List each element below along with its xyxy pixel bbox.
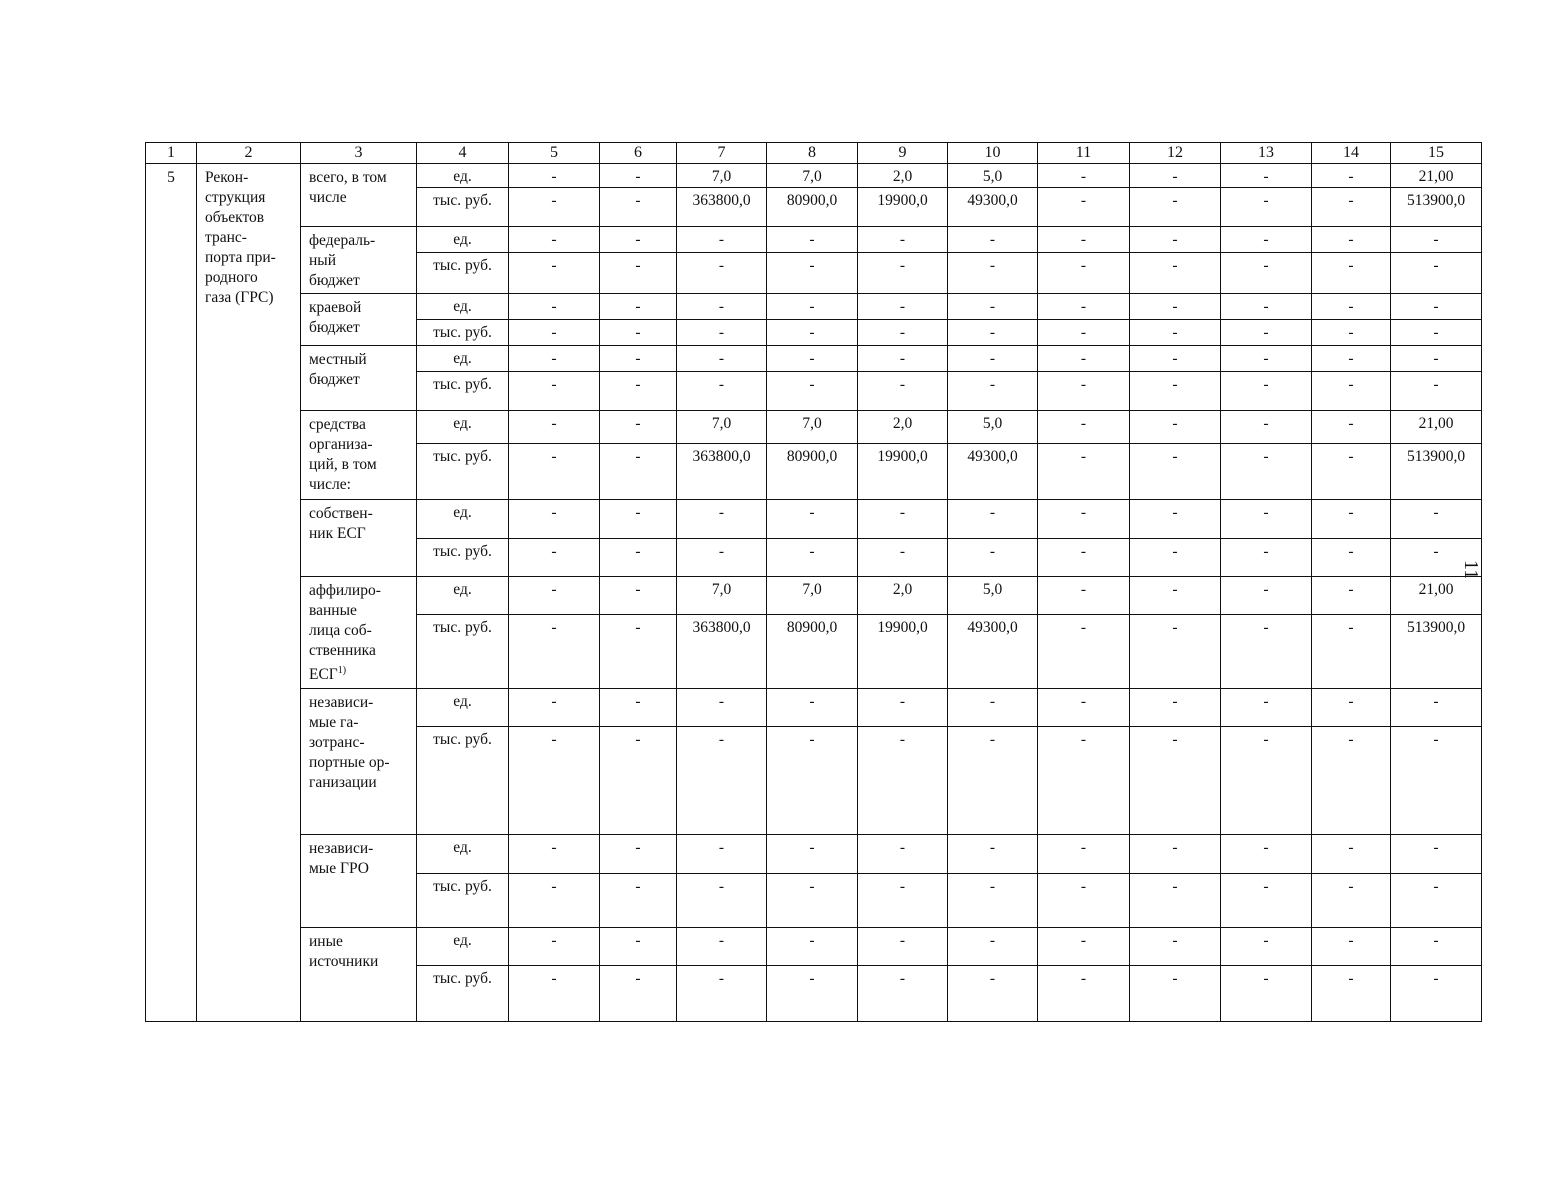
column-number-9: 9 (858, 143, 948, 164)
unit-cell: ед. (417, 689, 509, 727)
value-cell: 49300,0 (948, 444, 1038, 500)
value-cell: - (1312, 928, 1391, 966)
value-cell: - (1312, 444, 1391, 500)
unit-cell: ед. (417, 577, 509, 615)
value-cell: - (1130, 320, 1221, 346)
value-cell: 7,0 (677, 164, 767, 188)
value-cell: - (509, 966, 600, 1022)
value-cell: - (767, 294, 858, 320)
unit-cell: ед. (417, 835, 509, 874)
value-cell: - (1221, 966, 1312, 1022)
value-cell: - (767, 874, 858, 928)
value-cell: - (1391, 689, 1482, 727)
value-cell: - (1312, 227, 1391, 253)
value-cell: - (1221, 411, 1312, 444)
value-cell: - (858, 966, 948, 1022)
value-cell: - (509, 294, 600, 320)
table-row (146, 227, 1482, 253)
value-cell: - (767, 928, 858, 966)
value-cell: - (1038, 727, 1130, 835)
value-cell: - (1038, 874, 1130, 928)
value-cell: - (677, 727, 767, 835)
value-cell: - (677, 966, 767, 1022)
value-cell: - (1221, 253, 1312, 294)
value-cell: - (1312, 372, 1391, 411)
value-cell: 2,0 (858, 577, 948, 615)
value-cell: - (767, 539, 858, 577)
value-cell: - (600, 874, 677, 928)
value-cell: - (600, 188, 677, 227)
value-cell: - (600, 835, 677, 874)
value-cell: - (1130, 164, 1221, 188)
unit-cell: ед. (417, 411, 509, 444)
value-cell: - (677, 689, 767, 727)
value-cell: - (858, 835, 948, 874)
value-cell: - (509, 411, 600, 444)
funding-source-label (301, 500, 417, 577)
value-cell: - (948, 966, 1038, 1022)
value-cell: - (1038, 835, 1130, 874)
value-cell: - (1312, 253, 1391, 294)
value-cell: - (1130, 835, 1221, 874)
column-number-13: 13 (1221, 143, 1312, 164)
value-cell: - (1391, 372, 1482, 411)
value-cell: - (948, 372, 1038, 411)
unit-cell: тыс. руб. (417, 874, 509, 928)
value-cell: - (509, 928, 600, 966)
value-cell: - (948, 835, 1038, 874)
funding-source-text: собствен- ник ЕСГ (309, 505, 373, 542)
value-cell: - (1038, 444, 1130, 500)
value-cell: - (1312, 320, 1391, 346)
table-row (146, 411, 1482, 444)
value-cell: - (858, 689, 948, 727)
value-cell: - (1391, 294, 1482, 320)
page-number: 11 (1460, 560, 1482, 580)
value-cell: - (1391, 928, 1482, 966)
value-cell: 7,0 (767, 164, 858, 188)
value-cell: - (858, 874, 948, 928)
unit-cell: ед. (417, 928, 509, 966)
value-cell: - (858, 294, 948, 320)
value-cell: - (509, 874, 600, 928)
value-cell: - (677, 346, 767, 372)
value-cell: - (600, 253, 677, 294)
table-body (146, 143, 1482, 1022)
value-cell: 513900,0 (1391, 188, 1482, 227)
value-cell: - (948, 689, 1038, 727)
value-cell: - (858, 539, 948, 577)
value-cell: 363800,0 (677, 188, 767, 227)
value-cell: - (1221, 500, 1312, 539)
value-cell: - (677, 539, 767, 577)
value-cell: - (600, 727, 677, 835)
value-cell: - (1312, 539, 1391, 577)
unit-cell: тыс. руб. (417, 615, 509, 689)
value-cell: - (1130, 346, 1221, 372)
column-number-5: 5 (509, 143, 600, 164)
funding-source-text: средства организа- ций, в том числе: (309, 416, 377, 493)
value-cell: - (767, 689, 858, 727)
value-cell: - (1038, 577, 1130, 615)
value-cell: - (677, 227, 767, 253)
value-cell: - (509, 577, 600, 615)
funding-source-text: независи- мые га- зотранс- портные ор- ганизации (309, 694, 390, 791)
value-cell: - (767, 253, 858, 294)
value-cell: - (1221, 928, 1312, 966)
funding-source-text: всего, в том числе (309, 169, 387, 206)
funding-source-text: федераль- ный бюджет (309, 232, 376, 289)
table-row (146, 500, 1482, 539)
column-number-14: 14 (1312, 143, 1391, 164)
table-row (146, 689, 1482, 727)
value-cell: - (948, 500, 1038, 539)
value-cell: - (509, 346, 600, 372)
value-cell: - (767, 372, 858, 411)
column-number-11: 11 (1038, 143, 1130, 164)
value-cell: - (1038, 227, 1130, 253)
value-cell: 513900,0 (1391, 615, 1482, 689)
value-cell: - (509, 689, 600, 727)
value-cell: - (509, 500, 600, 539)
value-cell: - (948, 294, 1038, 320)
value-cell: - (677, 928, 767, 966)
unit-cell: ед. (417, 346, 509, 372)
value-cell: - (1312, 689, 1391, 727)
value-cell: - (677, 835, 767, 874)
value-cell: - (509, 444, 600, 500)
column-number-header-row (146, 143, 1482, 164)
value-cell: - (600, 615, 677, 689)
column-number-15: 15 (1391, 143, 1482, 164)
value-cell: 21,00 (1391, 577, 1482, 615)
value-cell: - (1391, 835, 1482, 874)
funding-source-label (301, 294, 417, 346)
value-cell: - (1038, 372, 1130, 411)
value-cell: 7,0 (677, 411, 767, 444)
value-cell: - (1130, 253, 1221, 294)
value-cell: - (1130, 874, 1221, 928)
value-cell: - (1038, 188, 1130, 227)
value-cell: - (677, 372, 767, 411)
unit-cell: тыс. руб. (417, 966, 509, 1022)
unit-cell: тыс. руб. (417, 188, 509, 227)
value-cell: - (600, 372, 677, 411)
value-cell: - (1130, 188, 1221, 227)
value-cell: - (1391, 966, 1482, 1022)
value-cell: - (858, 346, 948, 372)
value-cell: - (677, 253, 767, 294)
value-cell: 19900,0 (858, 615, 948, 689)
funding-source-label (301, 411, 417, 500)
value-cell: - (509, 727, 600, 835)
funding-source-label (301, 227, 417, 294)
unit-cell: ед. (417, 227, 509, 253)
funding-source-text: иные источники (309, 933, 379, 970)
value-cell: 5,0 (948, 164, 1038, 188)
value-cell: - (1221, 294, 1312, 320)
value-cell: - (1038, 164, 1130, 188)
value-cell: - (677, 294, 767, 320)
value-cell: 19900,0 (858, 188, 948, 227)
value-cell: - (677, 320, 767, 346)
value-cell: - (1312, 615, 1391, 689)
value-cell: - (767, 346, 858, 372)
value-cell: - (1038, 294, 1130, 320)
table-row (146, 164, 1482, 188)
funding-source-label (301, 346, 417, 411)
value-cell: - (1312, 411, 1391, 444)
value-cell: - (600, 346, 677, 372)
unit-cell: тыс. руб. (417, 320, 509, 346)
value-cell: 2,0 (858, 411, 948, 444)
value-cell: 5,0 (948, 411, 1038, 444)
value-cell: - (1312, 346, 1391, 372)
value-cell: - (1130, 539, 1221, 577)
value-cell: - (677, 500, 767, 539)
value-cell: - (948, 253, 1038, 294)
unit-cell: тыс. руб. (417, 444, 509, 500)
value-cell: - (1130, 689, 1221, 727)
column-number-8: 8 (767, 143, 858, 164)
value-cell: - (1130, 615, 1221, 689)
value-cell: - (767, 320, 858, 346)
value-cell: 49300,0 (948, 188, 1038, 227)
value-cell: - (600, 164, 677, 188)
value-cell: - (509, 227, 600, 253)
column-number-2: 2 (197, 143, 301, 164)
column-number-4: 4 (417, 143, 509, 164)
column-number-10: 10 (948, 143, 1038, 164)
value-cell: - (1038, 928, 1130, 966)
value-cell: - (1221, 346, 1312, 372)
value-cell: - (1038, 320, 1130, 346)
value-cell: - (600, 928, 677, 966)
funding-source-label (301, 689, 417, 835)
value-cell: - (1130, 928, 1221, 966)
value-cell: 2,0 (858, 164, 948, 188)
value-cell: - (948, 346, 1038, 372)
value-cell: - (1130, 500, 1221, 539)
value-cell: - (509, 188, 600, 227)
funding-source-label (301, 577, 417, 689)
value-cell: - (1221, 227, 1312, 253)
value-cell: 19900,0 (858, 444, 948, 500)
value-cell: - (1038, 346, 1130, 372)
value-cell: - (858, 320, 948, 346)
value-cell: - (1312, 294, 1391, 320)
unit-cell: ед. (417, 164, 509, 188)
value-cell: - (1312, 500, 1391, 539)
investment-table (145, 142, 1482, 1022)
value-cell: 7,0 (767, 577, 858, 615)
funding-source-text: местный бюджет (309, 351, 367, 388)
value-cell: - (600, 411, 677, 444)
value-cell: - (1221, 689, 1312, 727)
value-cell: - (1221, 372, 1312, 411)
value-cell: - (1391, 874, 1482, 928)
value-cell: - (1130, 411, 1221, 444)
value-cell: - (1038, 500, 1130, 539)
value-cell: - (509, 615, 600, 689)
value-cell: - (1221, 539, 1312, 577)
column-number-7: 7 (677, 143, 767, 164)
funding-source-text: аффилиро- ванные лица соб- ственника ЕСГ (309, 582, 381, 684)
column-number-6: 6 (600, 143, 677, 164)
measure-name: Рекон- струкция объектов транс- порта при- родного газа (ГРС) (197, 164, 301, 1022)
value-cell: - (1130, 727, 1221, 835)
table-row (146, 346, 1482, 372)
row-number: 5 (146, 164, 197, 1022)
table-row (146, 835, 1482, 874)
value-cell: - (1221, 615, 1312, 689)
funding-source-text: независи- мые ГРО (309, 840, 374, 877)
column-number-12: 12 (1130, 143, 1221, 164)
value-cell: - (600, 539, 677, 577)
value-cell: - (948, 227, 1038, 253)
table-row (146, 928, 1482, 966)
value-cell: - (509, 372, 600, 411)
value-cell: - (1312, 577, 1391, 615)
value-cell: - (1221, 577, 1312, 615)
unit-cell: тыс. руб. (417, 253, 509, 294)
funding-source-label (301, 835, 417, 928)
value-cell: - (858, 727, 948, 835)
value-cell: 80900,0 (767, 188, 858, 227)
value-cell: - (767, 227, 858, 253)
value-cell: 80900,0 (767, 444, 858, 500)
value-cell: 49300,0 (948, 615, 1038, 689)
value-cell: - (509, 253, 600, 294)
value-cell: - (1130, 444, 1221, 500)
value-cell: - (1038, 253, 1130, 294)
column-number-1: 1 (146, 143, 197, 164)
value-cell: - (1038, 539, 1130, 577)
value-cell: - (948, 539, 1038, 577)
value-cell: 363800,0 (677, 444, 767, 500)
value-cell: - (1038, 615, 1130, 689)
value-cell: 363800,0 (677, 615, 767, 689)
value-cell: - (1038, 966, 1130, 1022)
value-cell: - (1312, 188, 1391, 227)
value-cell: - (1391, 500, 1482, 539)
value-cell: - (1038, 689, 1130, 727)
value-cell: - (600, 577, 677, 615)
value-cell: - (1312, 164, 1391, 188)
value-cell: - (948, 727, 1038, 835)
value-cell: - (1391, 253, 1482, 294)
value-cell: - (1130, 294, 1221, 320)
value-cell: - (948, 928, 1038, 966)
value-cell: - (1130, 227, 1221, 253)
value-cell: - (767, 727, 858, 835)
value-cell: 21,00 (1391, 164, 1482, 188)
value-cell: - (1221, 444, 1312, 500)
value-cell: - (858, 928, 948, 966)
table-row (146, 577, 1482, 615)
value-cell: 513900,0 (1391, 444, 1482, 500)
value-cell: - (767, 835, 858, 874)
unit-cell: ед. (417, 294, 509, 320)
value-cell: - (600, 500, 677, 539)
value-cell: - (1221, 164, 1312, 188)
value-cell: - (600, 689, 677, 727)
value-cell: - (600, 966, 677, 1022)
value-cell: - (1391, 539, 1482, 577)
value-cell: - (858, 253, 948, 294)
value-cell: - (1221, 727, 1312, 835)
footnote-marker: 1) (337, 665, 347, 676)
value-cell: - (858, 372, 948, 411)
value-cell: - (1312, 874, 1391, 928)
value-cell: - (948, 874, 1038, 928)
value-cell: - (509, 835, 600, 874)
table-row (146, 294, 1482, 320)
value-cell: 7,0 (677, 577, 767, 615)
funding-source-label (301, 928, 417, 1022)
value-cell: - (1312, 727, 1391, 835)
value-cell: - (858, 500, 948, 539)
value-cell: - (767, 500, 858, 539)
value-cell: - (858, 227, 948, 253)
value-cell: - (1312, 835, 1391, 874)
value-cell: - (767, 966, 858, 1022)
value-cell: - (1391, 320, 1482, 346)
value-cell: - (1130, 372, 1221, 411)
unit-cell: тыс. руб. (417, 372, 509, 411)
value-cell: - (1221, 188, 1312, 227)
value-cell: - (1221, 320, 1312, 346)
value-cell: - (948, 320, 1038, 346)
value-cell: - (1391, 346, 1482, 372)
value-cell: - (1312, 966, 1391, 1022)
value-cell: - (509, 164, 600, 188)
value-cell: 7,0 (767, 411, 858, 444)
value-cell: - (1130, 577, 1221, 615)
value-cell: - (600, 444, 677, 500)
unit-cell: тыс. руб. (417, 727, 509, 835)
value-cell: - (509, 539, 600, 577)
value-cell: 5,0 (948, 577, 1038, 615)
value-cell: - (509, 320, 600, 346)
column-number-3: 3 (301, 143, 417, 164)
value-cell: - (600, 227, 677, 253)
value-cell: - (600, 294, 677, 320)
unit-cell: ед. (417, 500, 509, 539)
value-cell: - (1130, 966, 1221, 1022)
unit-cell: тыс. руб. (417, 539, 509, 577)
value-cell: - (677, 874, 767, 928)
value-cell: - (1391, 727, 1482, 835)
value-cell: - (1038, 411, 1130, 444)
value-cell: - (1391, 227, 1482, 253)
value-cell: - (600, 320, 677, 346)
funding-source-text: краевой бюджет (309, 299, 362, 336)
value-cell: - (1221, 874, 1312, 928)
funding-source-label (301, 164, 417, 227)
value-cell: 21,00 (1391, 411, 1482, 444)
value-cell: 80900,0 (767, 615, 858, 689)
value-cell: - (1221, 835, 1312, 874)
